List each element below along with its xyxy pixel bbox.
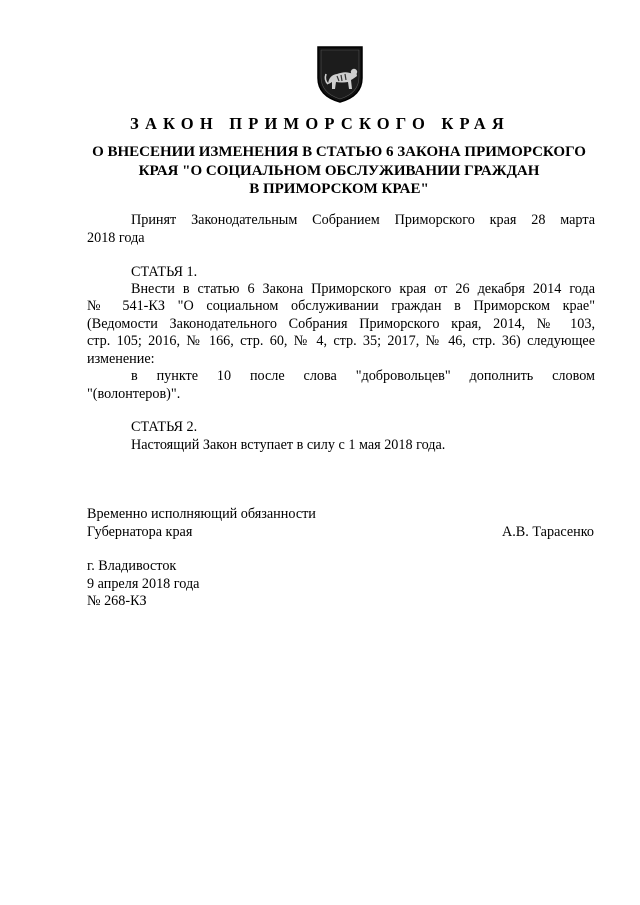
subject-line: КРАЯ "О СОЦИАЛЬНОМ ОБСЛУЖИВАНИИ ГРАЖДАН bbox=[138, 162, 540, 179]
signing-place: г. Владивосток bbox=[87, 558, 177, 574]
law-title: ЗАКОН ПРИМОРСКОГО КРАЯ bbox=[130, 114, 510, 133]
law-number: № 268-КЗ bbox=[87, 593, 147, 609]
article1-heading: СТАТЬЯ 1. bbox=[131, 264, 198, 280]
article1-line: Внести в статью 6 Закона Приморского края от 26 декабря 2014 года bbox=[131, 281, 595, 297]
article1-line: стр. 105; 2016, № 166, стр. 60, № 4, стр. 35; 2017, № 46, стр. 36) следующее bbox=[87, 333, 595, 349]
subject-line: В ПРИМОРСКОМ КРАЕ" bbox=[249, 181, 429, 197]
law-subject bbox=[84, 143, 594, 199]
article1-line: № 541-КЗ "О социальном обслуживании граждан в Приморском крае" bbox=[87, 298, 595, 314]
signatory-name: А.В. Тарасенко bbox=[502, 524, 594, 540]
article1-line: изменение: bbox=[87, 351, 155, 367]
article1-line: в пункте 10 после слова "добровольцев" дополнить словом bbox=[131, 368, 595, 384]
subject-line: О ВНЕСЕНИИ ИЗМЕНЕНИЯ В СТАТЬЮ 6 ЗАКОНА ПРИМОРСКОГО bbox=[92, 144, 586, 160]
article1-line: (Ведомости Законодательного Собрания Приморского края, 2014, № 103, bbox=[87, 316, 595, 332]
adoption-line: Принят Законодательным Собранием Приморского края 28 марта bbox=[131, 212, 595, 228]
adoption-line: 2018 года bbox=[87, 230, 145, 246]
article2-text: Настоящий Закон вступает в силу с 1 мая 2018 года. bbox=[131, 437, 446, 453]
signatory-position: Временно исполняющий обязанности bbox=[87, 506, 316, 522]
article2-heading: СТАТЬЯ 2. bbox=[131, 419, 198, 435]
signing-date: 9 апреля 2018 года bbox=[87, 576, 200, 592]
coat-of-arms-icon bbox=[315, 44, 365, 104]
article1-line: "(волонтеров)". bbox=[87, 386, 181, 402]
signatory-position: Губернатора края bbox=[87, 524, 193, 540]
